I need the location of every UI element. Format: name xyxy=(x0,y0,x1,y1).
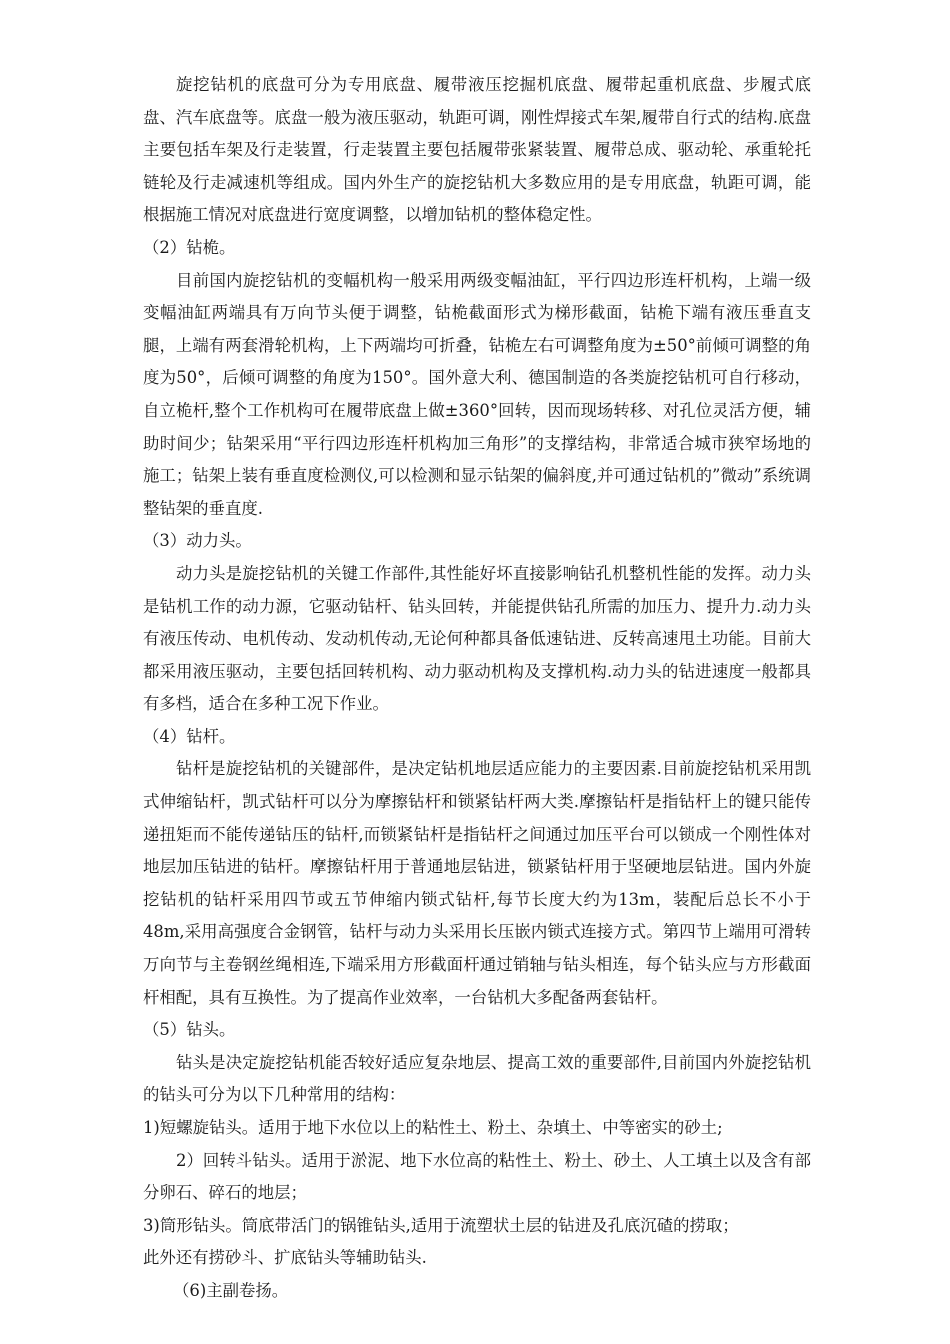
list-item-short-auger: 1)短螺旋钻头。适用于地下水位以上的粘性土、粉土、杂填土、中等密实的砂土; xyxy=(143,1118,723,1137)
document-body xyxy=(143,69,811,1308)
section-heading-winch: （6)主副卷扬。 xyxy=(173,1280,289,1300)
paragraph-power-head: 动力头是旋挖钻机的关键工作部件,其性能好坏直接影响钻孔机整机性能的发挥。动力头是钻机工作的动力源，它驱动钻杆、钻头回转，并能提供钻孔所需的加压力、提升力.动力头有液压传动、电机传动、发动机传动,无论何种都具备低速钻进、反转高速甩土功能。目前大都采用液压驱动，主要包括回转机构、动力驱动机构及支撑机构.动力头的钻进速度一般都具有多档，适合在多种工况下作业。 xyxy=(143,563,811,714)
section-heading-drill-bit: （5）钻头。 xyxy=(143,1020,236,1040)
paragraph-mast: 目前国内旋挖钻机的变幅机构一般采用两级变幅油缸，平行四边形连杆机构，上端一级变幅油缸两端具有万向节头便于调整，钻桅截面形式为梯形截面，钻桅下端有液压垂直支腿，上端有两套滑轮机构，上下两端均可折叠，钻桅左右可调整角度为±50°前倾可调整的角度为50°，后倾可调整的角度为150°。国外意大利、德国制造的各类旋挖钻机可自行移动，自立桅杆,整个工作机构可在履带底盘上做±360°回转，因而现场转移、对孔位灵活方便，辅助时间少；钻架采用“平行四边形连杆机构加三角形”的支撑结构，非常适合城市狭窄场地的施工；钻架上装有垂直度检测仪,可以检测和显示钻架的偏斜度,并可通过钻机的”微动”系统调整钻架的垂直度. xyxy=(143,270,811,518)
section-heading-mast: （2）钻桅。 xyxy=(143,237,236,257)
list-item-core-barrel: 3)筒形钻头。筒底带活门的锅锥钻头,适用于流塑状土层的钻进及孔底沉碴的捞取； xyxy=(143,1215,739,1235)
paragraph-chassis: 旋挖钻机的底盘可分为专用底盘、履带液压挖掘机底盘、履带起重机底盘、步履式底盘、汽车底盘等。底盘一般为液压驱动，轨距可调，刚性焊接式车架,履带自行式的结构.底盘主要包括车架及行走装置，行走装置主要包括履带张紧装置、履带总成、驱动轮、承重轮托链轮及行走减速机等组成。国内外生产的旋挖钻机大多数应用的是专用底盘，轨距可调，能根据施工情况对底盘进行宽度调整，以增加钻机的整体稳定性。 xyxy=(143,75,811,225)
section-heading-power-head: （3）动力头。 xyxy=(143,531,252,551)
list-item-auxiliary-bits: 此外还有捞砂斗、扩底钻头等辅助钻头. xyxy=(143,1248,427,1268)
paragraph-drill-bit: 钻头是决定旋挖钻机能否较好适应复杂地层、提高工效的重要部件,目前国内外旋挖钻机的钻头可分为以下几种常用的结构： xyxy=(143,1052,811,1105)
paragraph-drill-rod: 钻杆是旋挖钻机的关键部件，是决定钻机地层适应能力的主要因素.目前旋挖钻机采用凯式伸缩钻杆，凯式钻杆可以分为摩擦钻杆和锁紧钻杆两大类.摩擦钻杆是指钻杆上的键只能传递扭矩而不能传递钻压的钻杆,而锁紧钻杆是指钻杆之间通过加压平台可以锁成一个刚性体对地层加压钻进的钻杆。摩擦钻杆用于普通地层钻进，锁紧钻杆用于坚硬地层钻进。国内外旋挖钻机的钻杆采用四节或五节伸缩内锁式钻杆,每节长度大约为13m，装配后总长不小于48m,采用高强度合金钢管，钻杆与动力头采用长压嵌内锁式连接方式。第四节上端用可滑转万向节与主卷钢丝绳相连,下端采用方形截面杆通过销轴与钻头相连，每个钻头应与方形截面杆相配，具有互换性。为了提高作业效率，一台钻机大多配备两套钻杆。 xyxy=(143,759,811,1007)
section-heading-drill-rod: （4）钻杆。 xyxy=(143,726,236,746)
list-item-rotary-bucket: 2）回转斗钻头。适用于淤泥、地下水位高的粘性土、粉土、砂土、人工填土以及含有部分卵石、碎石的地层； xyxy=(143,1150,811,1203)
